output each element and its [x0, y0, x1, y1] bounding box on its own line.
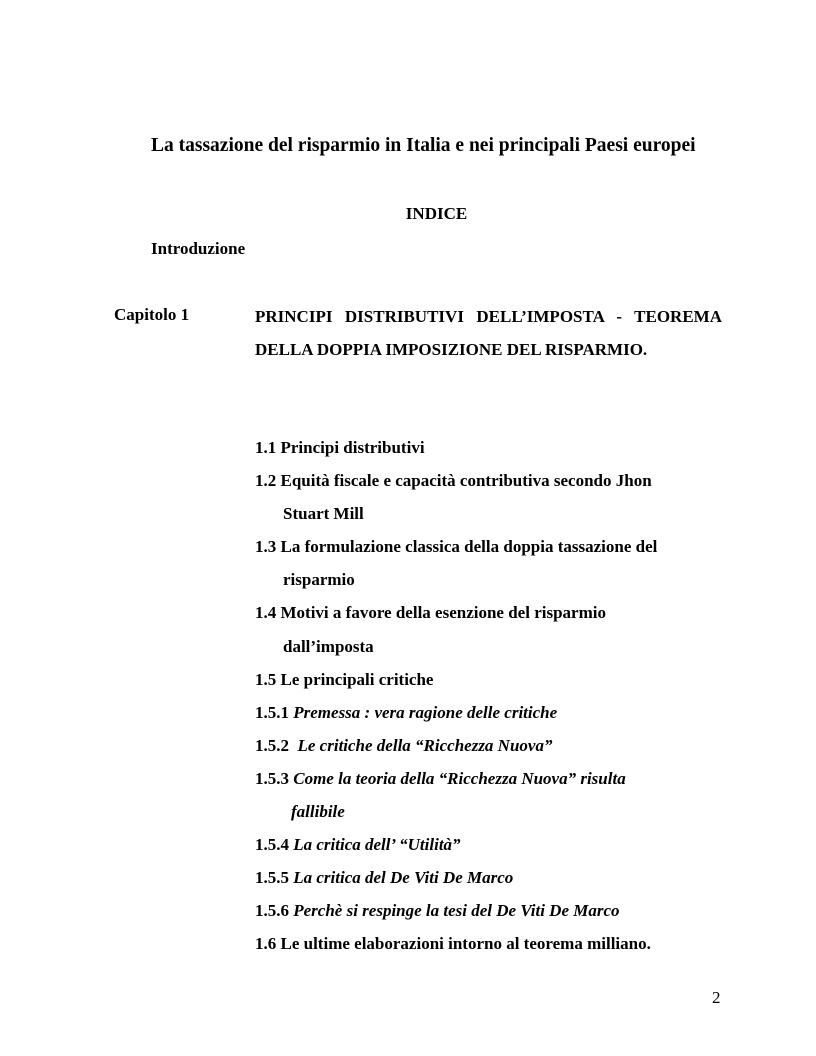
document-title: La tassazione del risparmio in Italia e nei principali Paesi europei: [151, 135, 696, 156]
toc-number: 1.5.2: [255, 735, 289, 755]
toc-entry-1-1: [255, 431, 722, 464]
toc-number: 1.2: [255, 471, 277, 491]
toc-text: Le ultime elaborazioni intorno al teorema milliano.: [280, 934, 651, 954]
introduction-entry: Introduzione: [151, 239, 246, 258]
toc-text: La critica del De Viti De Marco: [293, 868, 514, 888]
toc-entry-1-6: [255, 927, 722, 960]
toc-number: 1.1: [255, 438, 277, 457]
toc-number: 1.5.5: [255, 868, 289, 888]
toc-text: Le principali critiche: [280, 669, 434, 689]
toc-continuation: dall’imposta: [283, 636, 374, 656]
toc-entry-1-5-2: [255, 729, 722, 762]
toc-text: La formulazione classica della doppia tassazione del: [280, 537, 658, 557]
toc-entry-1-5-3: [255, 762, 722, 828]
table-of-contents: [255, 431, 722, 961]
toc-entry-1-5: [255, 663, 722, 696]
chapter-label: Capitolo 1: [114, 305, 190, 324]
index-heading: INDICE: [405, 204, 468, 223]
toc-entry-1-5-5: [255, 861, 722, 894]
toc-text: Perchè si respinge la tesi del De Viti De Marco: [293, 901, 620, 921]
toc-entry-1-3: [255, 530, 722, 596]
toc-continuation: fallibile: [291, 802, 345, 822]
toc-entry-1-5-4: [255, 828, 722, 861]
toc-text: Come la teoria della “Ricchezza Nuova” risulta: [293, 768, 626, 788]
toc-number: 1.5.3: [255, 768, 289, 788]
toc-number: 1.5.4: [255, 835, 289, 855]
toc-entry-1-5-6: [255, 894, 722, 927]
toc-entry-1-2: [255, 464, 722, 530]
toc-number: 1.5: [255, 669, 277, 689]
toc-text: Premessa : vera ragione delle critiche: [293, 702, 558, 722]
page-number: 2: [712, 988, 721, 1007]
toc-entry-1-4: [255, 596, 722, 662]
toc-text: La critica dell’ “Utilità”: [293, 835, 461, 855]
toc-number: 1.3: [255, 537, 277, 557]
toc-continuation: Stuart Mill: [283, 504, 364, 524]
toc-number: 1.5.1: [255, 702, 289, 722]
chapter-title: PRINCIPI DISTRIBUTIVI DELL’IMPOSTA - TEOREMA DELLA DOPPIA IMPOSIZIONE DEL RISPARMIO.: [255, 307, 722, 359]
toc-number: 1.6: [255, 934, 277, 954]
toc-number: 1.5.6: [255, 901, 289, 921]
toc-text: Le critiche della “Ricchezza Nuova”: [297, 735, 553, 755]
toc-number: 1.4: [255, 603, 277, 623]
toc-text: Equità fiscale e capacità contributiva secondo Jhon: [280, 471, 652, 491]
toc-entry-1-5-1: [255, 696, 722, 729]
toc-text: Motivi a favore della esenzione del risparmio: [280, 603, 606, 623]
toc-continuation: risparmio: [283, 570, 355, 590]
toc-text: Principi distributivi: [280, 438, 425, 457]
